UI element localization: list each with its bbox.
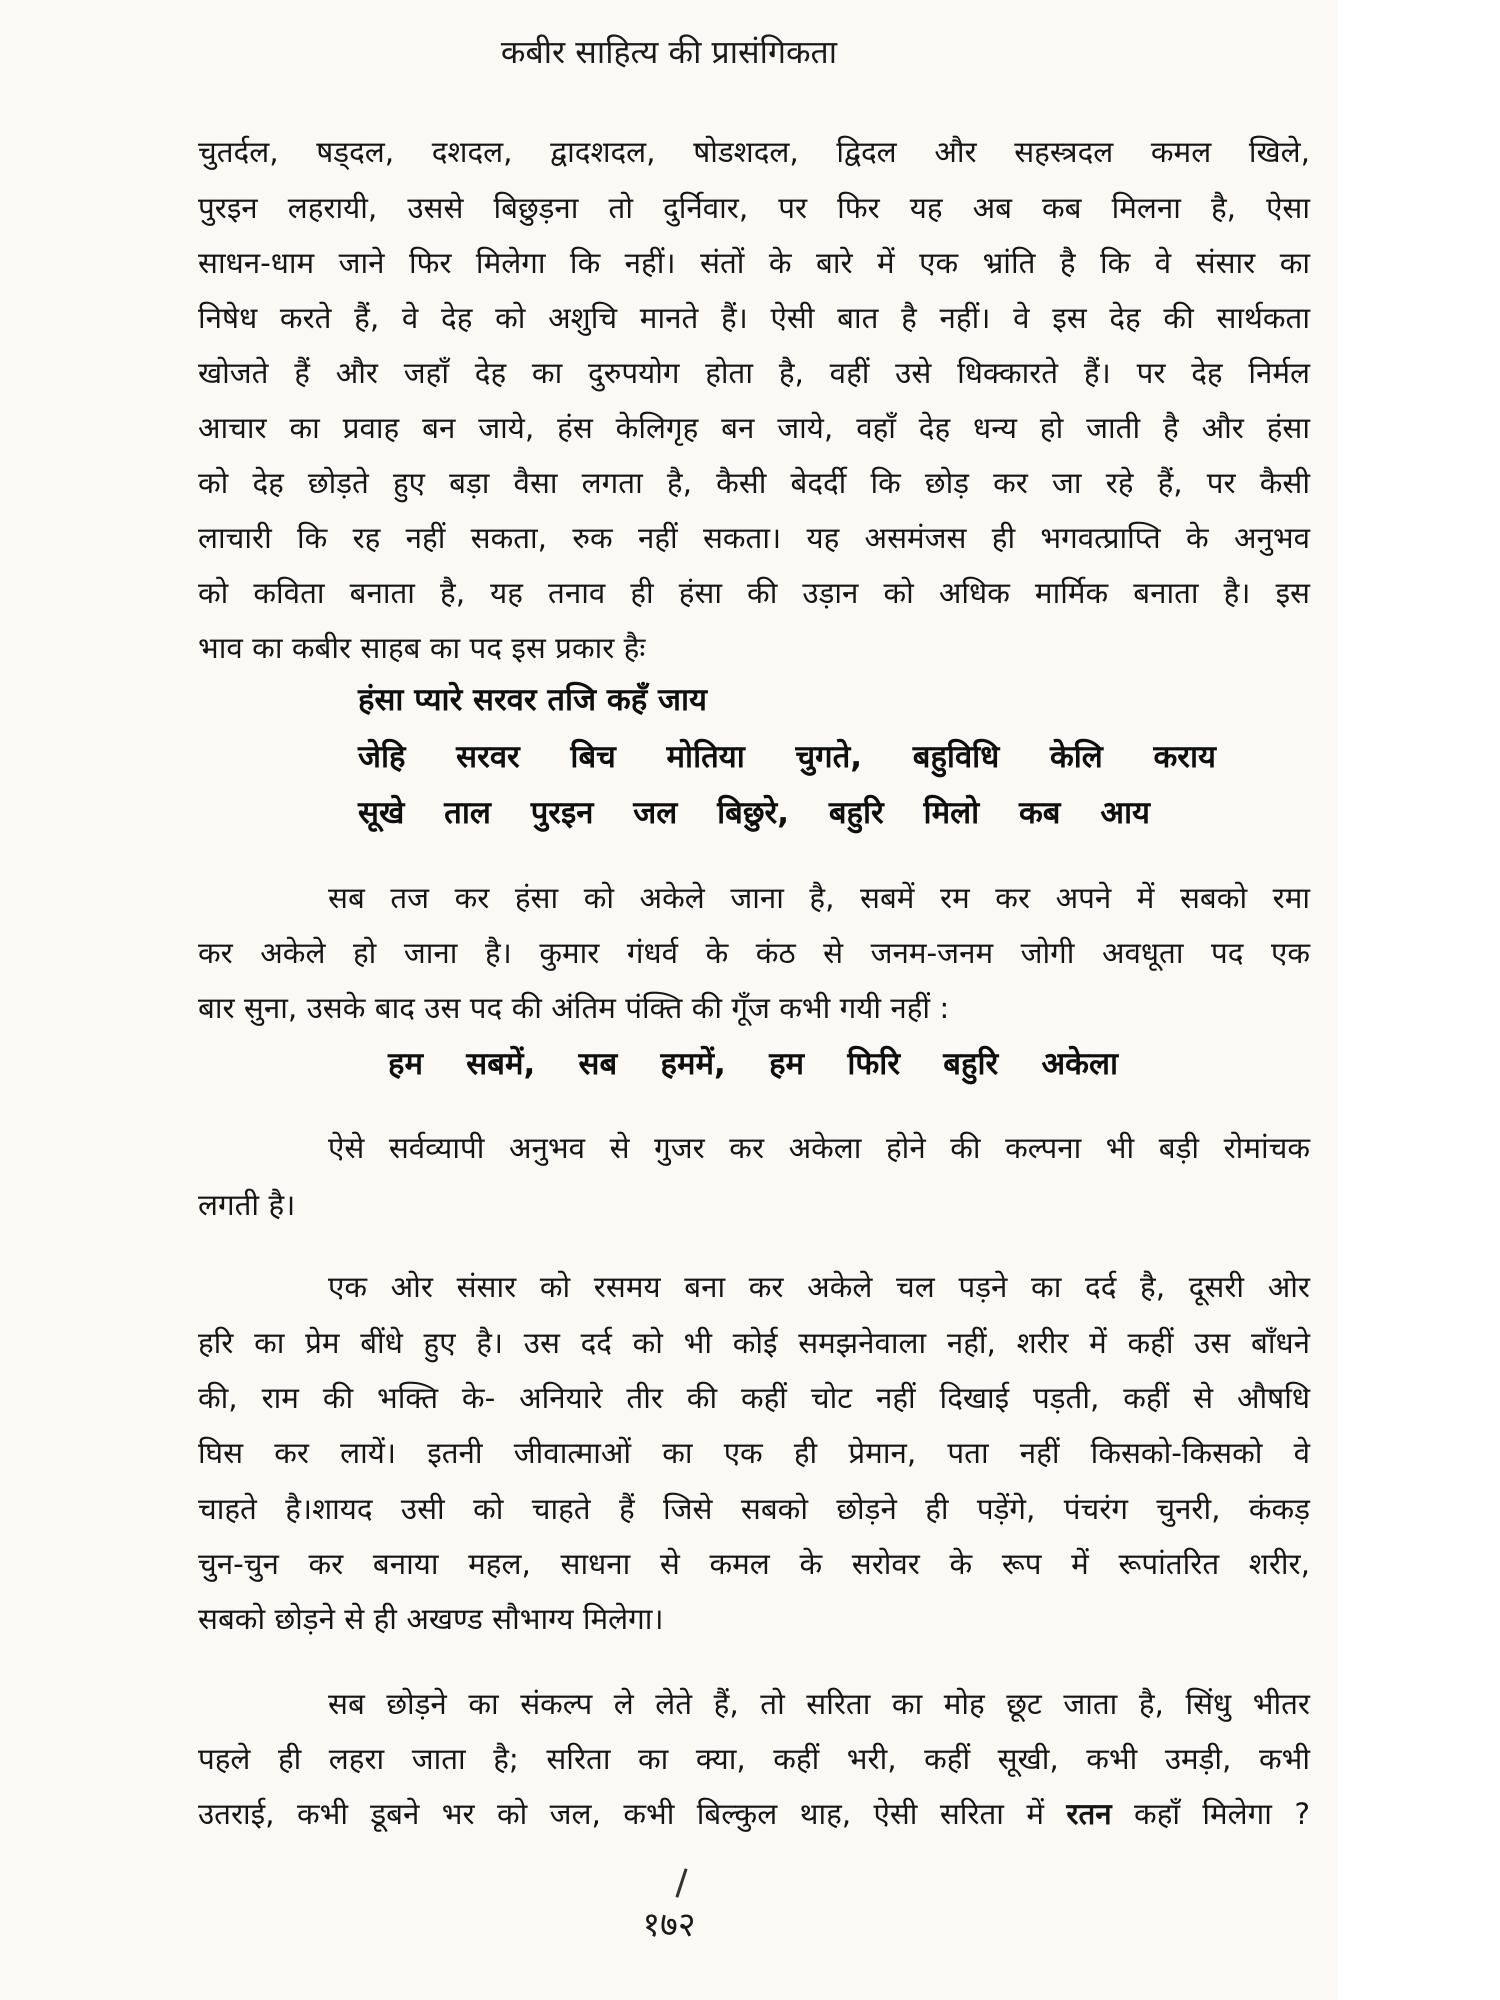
para1-line-4: निषेध करते हैं, वे देह को अशुचि मानते हैं। ऐसी बात है नहीं। वे इस देह की सार्थकता <box>198 301 1310 335</box>
pen-mark <box>675 1868 687 1897</box>
para4-line-7: सबको छोड़ने से ही अखण्ड सौभाग्य मिलेगा। <box>198 1602 664 1636</box>
para1-line-9: को कविता बनाता है, यह तनाव ही हंसा की उड़ान को अधिक मार्मिक बनाता है। इस <box>198 576 1310 610</box>
para1-line-3: साधन-धाम जाने फिर मिलेगा कि नहीं। संतों के बारे में एक भ्रांति है कि वे संसार का <box>198 246 1310 280</box>
verse2-line: हम सबमें, सब हममें, हम फिरि बहुरि अकेला <box>388 1046 1118 1082</box>
para1-line-5: खोजते हैं और जहाँ देह का दुरुपयोग होता है, वहीं उसे धिक्कारते हैं। पर देह निर्मल <box>198 356 1310 390</box>
para5-line-3 <box>198 1794 1310 1834</box>
running-header: कबीर साहित्य की प्रासंगिकता <box>500 33 838 71</box>
para2-line-1: सब तज कर हंसा को अकेले जाना है, सबमें रम कर अपने में सबको रमा <box>328 881 1310 915</box>
para4-line-4: घिस कर लायें। इतनी जीवात्माओं का एक ही प्रेमान, पता नहीं किसको-किसको वे <box>198 1436 1310 1470</box>
para2-line-2: कर अकेले हो जाना है। कुमार गंधर्व के कंठ से जनम-जनम जोगी अवधूता पद एक <box>198 936 1310 970</box>
para5-line-3-start: उतराई, कभी डूबने भर को जल, कभी बिल्कुल थाह, ऐसी सरिता में <box>198 1797 1044 1831</box>
para3-line-2: लगती है। <box>198 1188 296 1222</box>
para1-line-7: को देह छोड़ते हुए बड़ा वैसा लगता है, कैसी बेदर्दी कि छोड़ कर जा रहे हैं, पर कैसी <box>198 466 1310 500</box>
para5-line-1: सब छोड़ने का संकल्प ले लेते हैं, तो सरिता का मोह छूट जाता है, सिंधु भीतर <box>328 1687 1310 1721</box>
para4-line-3: की, राम की भक्ति के- अनियारे तीर की कहीं चोट नहीं दिखाई पड़ती, कहीं से औषधि <box>198 1381 1310 1415</box>
para2-line-3: बार सुना, उसके बाद उस पद की अंतिम पंक्ति की गूँज कभी गयी नहीं : <box>198 991 950 1025</box>
para5-line-2: पहले ही लहरा जाता है; सरिता का क्या, कहीं भरी, कहीं सूखी, कभी उमड़ी, कभी <box>198 1742 1310 1776</box>
para1-line-10: भाव का कबीर साहब का पद इस प्रकार हैः <box>198 631 646 665</box>
para1-line-6: आचार का प्रवाह बन जाये, हंस केलिगृह बन जाये, वहाँ देह धन्य हो जाती है और हंसा <box>198 411 1310 445</box>
verse1-line-2: जेहि सरवर बिच मोतिया चुगते, बहुविधि केलि कराय <box>358 739 1216 775</box>
para4-line-6: चुन-चुन कर बनाया महल, साधना से कमल के सरोवर के रूप में रूपांतरित शरीर, <box>198 1547 1310 1581</box>
para4-line-1: एक ओर संसार को रसमय बना कर अकेले चल पड़ने का दर्द है, दूसरी ओर <box>328 1270 1310 1304</box>
page-number: १७२ <box>642 1905 696 1945</box>
bold-word-ratan: रतन <box>1066 1797 1112 1831</box>
para1-line-8: लाचारी कि रह नहीं सकता, रुक नहीं सकता। यह असमंजस ही भगवत्प्राप्ति के अनुभव <box>198 521 1310 555</box>
para1-line-1: चुतर्दल, षड्दल, दशदल, द्वादशदल, षोडशदल, द्विदल और सहस्त्रदल कमल खिले, <box>198 135 1310 169</box>
para4-line-5: चाहते है।शायद उसी को चाहते हैं जिसे सबको छोड़ने ही पड़ेंगे, पंचरंग चुनरी, कंकड़ <box>198 1492 1310 1526</box>
para3-line-1: ऐसे सर्वव्यापी अनुभव से गुजर कर अकेला होने की कल्पना भी बड़ी रोमांचक <box>328 1131 1310 1165</box>
verse1-line-1: हंसा प्यारे सरवर तजि कहँ जाय <box>358 682 707 718</box>
page-edge <box>1338 0 1500 2000</box>
para1-line-2: पुरइन लहरायी, उससे बिछुड़ना तो दुर्निवार, पर फिर यह अब कब मिलना है, ऐसा <box>198 191 1310 225</box>
para5-line-3-end: कहाँ मिलेगा ? <box>1134 1797 1310 1831</box>
para4-line-2: हरि का प्रेम बींधे हुए है। उस दर्द को भी कोई समझनेवाला नहीं, शरीर में कहीं उस बाँधने <box>198 1326 1310 1360</box>
verse1-line-3: सूखे ताल पुरइन जल बिछुरे, बहुरि मिलो कब आय <box>358 795 1150 831</box>
